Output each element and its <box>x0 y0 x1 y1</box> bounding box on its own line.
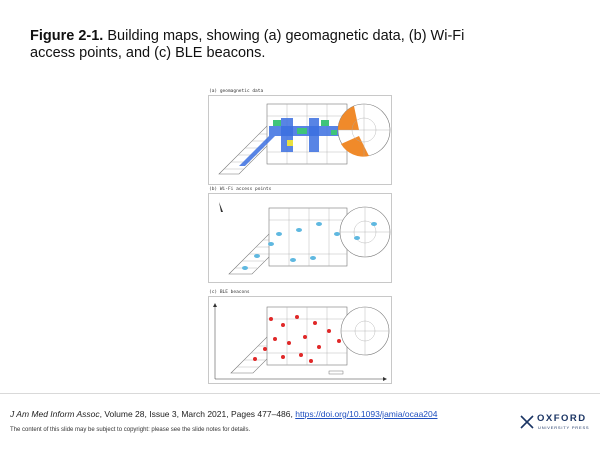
floorplan-a <box>209 96 391 184</box>
floorplan-b <box>209 194 391 282</box>
figure-caption: Building maps, showing (a) geomagnetic data, (b) Wi-Fi access points, and (c) BLE beacons. <box>30 28 465 61</box>
panel-c-label: (c) BLE beacons <box>209 290 250 295</box>
panel-a-label: (a) geomagnetic data <box>209 89 264 94</box>
axis-up-arrow-icon <box>213 303 217 307</box>
panel-c-ble-map <box>208 296 392 384</box>
citation-details: , Volume 28, Issue 3, March 2021, Pages 477–486, <box>99 409 296 419</box>
panel-b-wifi-map <box>208 193 392 283</box>
doi-link[interactable]: https://doi.org/10.1093/jamia/ocaa204 <box>295 409 438 419</box>
north-arrow-icon <box>219 202 223 212</box>
citation <box>10 409 437 419</box>
figure-title <box>30 28 490 62</box>
panel-a-geomagnetic-map <box>208 95 392 185</box>
publisher-sub: UNIVERSITY PRESS <box>538 425 590 430</box>
axis-right-arrow-icon <box>383 377 387 381</box>
floorplan-c <box>209 297 391 383</box>
figure-label: Figure 2-1. <box>30 28 104 44</box>
footer-divider <box>0 393 600 394</box>
publisher-name: OXFORD <box>537 413 587 424</box>
copyright-notice: The content of this slide may be subject to copyright: please see the slide notes for details. <box>10 427 251 433</box>
panel-b-label: (b) Wi-Fi access points <box>209 187 272 192</box>
journal-name: J Am Med Inform Assoc <box>10 409 100 419</box>
